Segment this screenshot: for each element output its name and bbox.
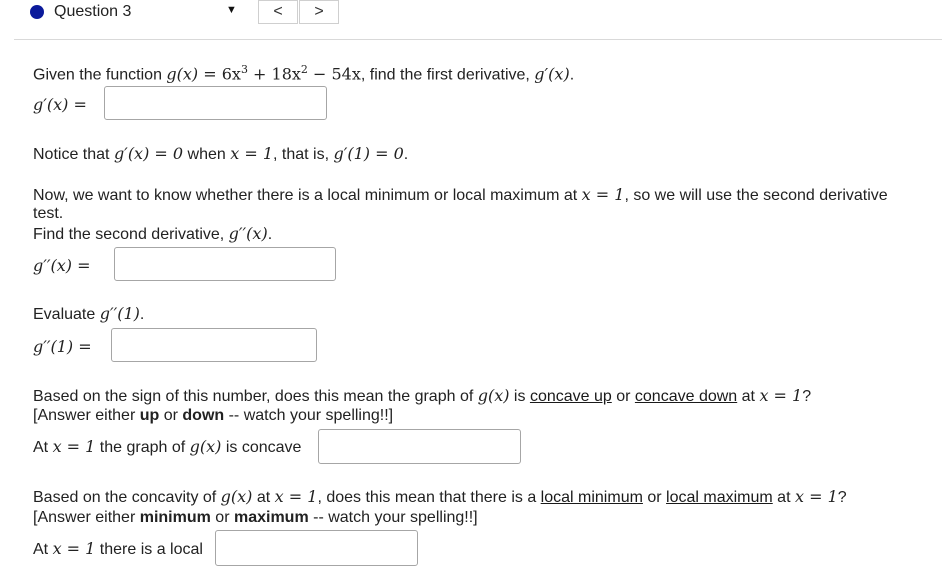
extremum-answer-label: At x = 1 there is a local xyxy=(33,539,203,558)
second-derivative-input[interactable] xyxy=(114,247,336,281)
next-question-button[interactable]: > xyxy=(299,0,339,24)
q1-prompt: Given the function $g(x) = 6x^3 + 18x^2 - 54x$, find the first derivative, g′(x). xyxy=(33,63,575,84)
extremum-instructions: [Answer either minimum or maximum -- watch your spelling!!] xyxy=(33,509,478,526)
question-status-icon xyxy=(30,5,44,19)
q2-answer-label: g′′(x) = xyxy=(33,256,91,275)
question-label[interactable]: Question 3 xyxy=(54,3,132,20)
evaluate-prompt: Evaluate g′′(1). xyxy=(33,304,145,323)
extremum-input[interactable] xyxy=(215,530,418,566)
concavity-input[interactable] xyxy=(318,429,521,464)
concave-up-link[interactable]: concave up xyxy=(529,388,612,405)
evaluate-second-derivative-input[interactable] xyxy=(111,328,317,362)
concavity-answer-label: At x = 1 the graph of g(x) is concave xyxy=(33,437,302,456)
q1-answer-label: g′(x) = xyxy=(33,95,87,114)
question-dropdown-icon[interactable]: ▼ xyxy=(226,4,237,16)
first-derivative-input[interactable] xyxy=(104,86,327,120)
extremum-question: Based on the concavity of g(x) at x = 1, does this mean that there is a local minimum or local maximum at x = 1? xyxy=(33,487,847,506)
header-divider xyxy=(14,39,942,40)
local-maximum-link[interactable]: local maximum xyxy=(666,489,773,506)
concave-down-link[interactable]: concave down xyxy=(634,388,738,405)
find-second-derivative-prompt: Find the second derivative, g′′(x). xyxy=(33,224,273,243)
q3-answer-label: g′′(1) = xyxy=(33,337,92,356)
notice-text: Notice that g′(x) = 0 when x = 1, that is, g′(1) = 0. xyxy=(33,144,409,163)
local-minimum-link[interactable]: local minimum xyxy=(540,489,643,506)
second-derivative-intro-cont: test. xyxy=(33,205,64,222)
prev-question-button[interactable]: < xyxy=(258,0,298,24)
concavity-instructions: [Answer either up or down -- watch your spelling!!] xyxy=(33,407,394,424)
second-derivative-intro: Now, we want to know whether there is a local minimum or local maximum at x = 1, so we will use the second derivative xyxy=(33,185,888,204)
concavity-question: Based on the sign of this number, does this mean the graph of g(x) is concave up or concave down at x = 1? xyxy=(33,386,812,405)
